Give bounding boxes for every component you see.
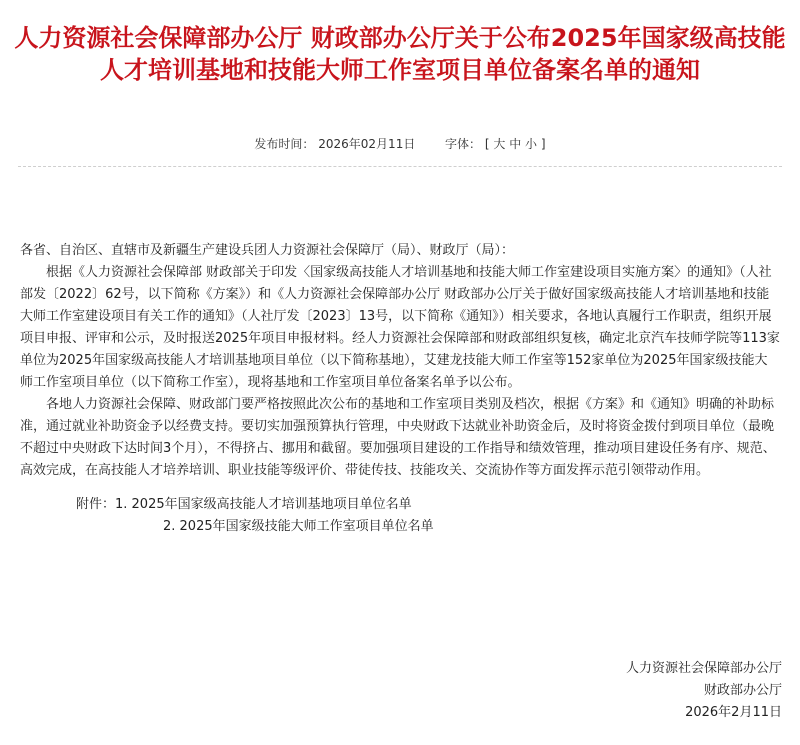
signature-issuer-1: 人力资源社会保障部办公厅 xyxy=(625,661,782,676)
font-size-large-link[interactable]: 大 xyxy=(493,137,506,151)
body-paragraph-1: 根据《人力资源社会保障部 财政部关于印发〈国家级高技能人才培训基地和技能大师工作室建设项目实施方案〉的通知》（人社部发〔2022〕62号，以下简称《方案》）和《人力资源社会保障部办公厅 财政部办公厅关于做好国家级高技能人才培训基地和技能大师工作室建设项目有关工作的通知》（人社厅发〔2023〕13号，以下简称《通知》）相关要求，各地认真履行工作职责，组织开展项目申报、评审和公示，及时报送2025年项目申报材料。经人力资源社会保障部和财政部组织复核，确定北京汽车技师学院等113家单位为2025年国家级高技能人才培训基地项目单位（以下简称基地），艾建龙技能大师工作室等152家单位为2025年国家级技能大师工作室项目单位（以下简称工作室），现将基地和工作室项目单位备案名单予以公布。 xyxy=(20,265,780,390)
font-size-medium-link[interactable]: 中 xyxy=(509,137,522,151)
publish-label: 发布时间： xyxy=(254,137,315,151)
article-body xyxy=(20,240,780,538)
article-meta xyxy=(0,136,800,152)
font-size-small-link[interactable]: 小 xyxy=(525,137,538,151)
attachment-2: 2. 2025年国家级技能大师工作室项目单位名单 xyxy=(163,519,434,534)
meta-divider xyxy=(18,166,782,167)
publish-date: 2026年02月11日 xyxy=(318,137,416,151)
salutation: 各省、自治区、直辖市及新疆生产建设兵团人力资源社会保障厅（局）、财政厅（局）： xyxy=(20,243,515,258)
font-size-label: 字体： xyxy=(445,137,482,151)
font-size-bracket-open: [ xyxy=(484,137,490,151)
font-size-bracket-close: ] xyxy=(540,137,546,151)
body-paragraph-2: 各地人力资源社会保障、财政部门要严格按照此次公布的基地和工作室项目类别及档次，根据《方案》和《通知》明确的补助标准，通过就业补助资金予以经费支持。要切实加强预算执行管理，中央财政下达就业补助资金后，及时将资金拨付到项目单位（最晚不超过中央财政下达时间3个月），不得挤占、挪用和截留。要加强项目建设的工作指导和绩效管理，推动项目建设任务有序、规范、高效完成，在高技能人才培养培训、职业技能等级评价、带徒传技、技能攻关、交流协作等方面发挥示范引领带动作用。 xyxy=(20,397,776,478)
signature-date: 2026年2月11日 xyxy=(685,705,782,720)
signature-issuer-2: 财政部办公厅 xyxy=(703,683,782,698)
article-title: 人力资源社会保障部办公厅 财政部办公厅关于公布2025年国家级高技能人才培训基地和技能大师工作室项目单位备案名单的通知 xyxy=(14,24,786,84)
attachment-1: 附件：1. 2025年国家级高技能人才培训基地项目单位名单 xyxy=(76,497,412,512)
signature-block xyxy=(626,658,782,724)
